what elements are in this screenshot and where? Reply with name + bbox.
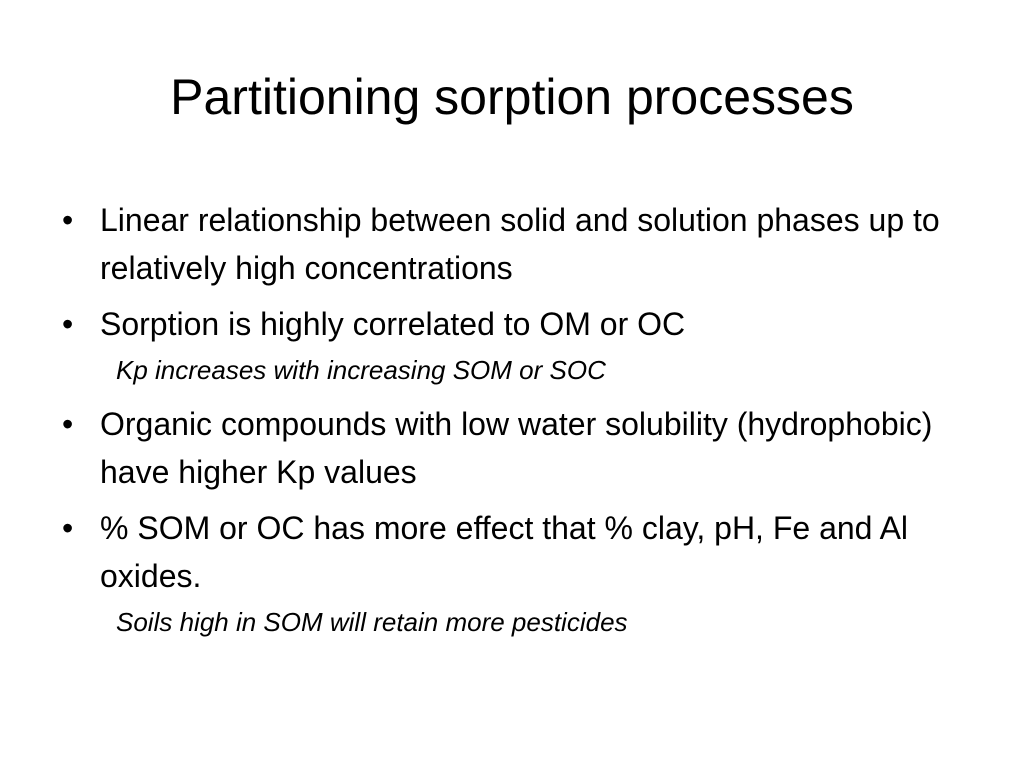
- bullet-list: [60, 196, 960, 652]
- bullet-text: % SOM or OC has more effect that % clay, pH, Fe and Al oxides.: [100, 510, 909, 594]
- bullet-text: Linear relationship between solid and solution phases up to relatively high concentrations: [100, 202, 940, 286]
- bullet-item: [60, 300, 960, 348]
- bullet-item: [60, 196, 960, 292]
- bullet-marker: •: [62, 406, 74, 442]
- bullet-marker: •: [62, 202, 74, 238]
- bullet-text: Organic compounds with low water solubility (hydrophobic) have higher Kp values: [100, 406, 933, 490]
- bullet-marker: •: [62, 510, 74, 546]
- bullet-item: [60, 400, 960, 496]
- bullet-text: Sorption is highly correlated to OM or OC: [100, 306, 686, 342]
- slide-title: Partitioning sorption processes: [170, 69, 854, 125]
- sub-bullet-text: Kp increases with increasing SOM or SOC: [116, 355, 606, 385]
- bullet-item: [60, 504, 960, 600]
- bullet-marker: •: [62, 306, 74, 342]
- sub-bullet-text: Soils high in SOM will retain more pesticides: [116, 607, 628, 637]
